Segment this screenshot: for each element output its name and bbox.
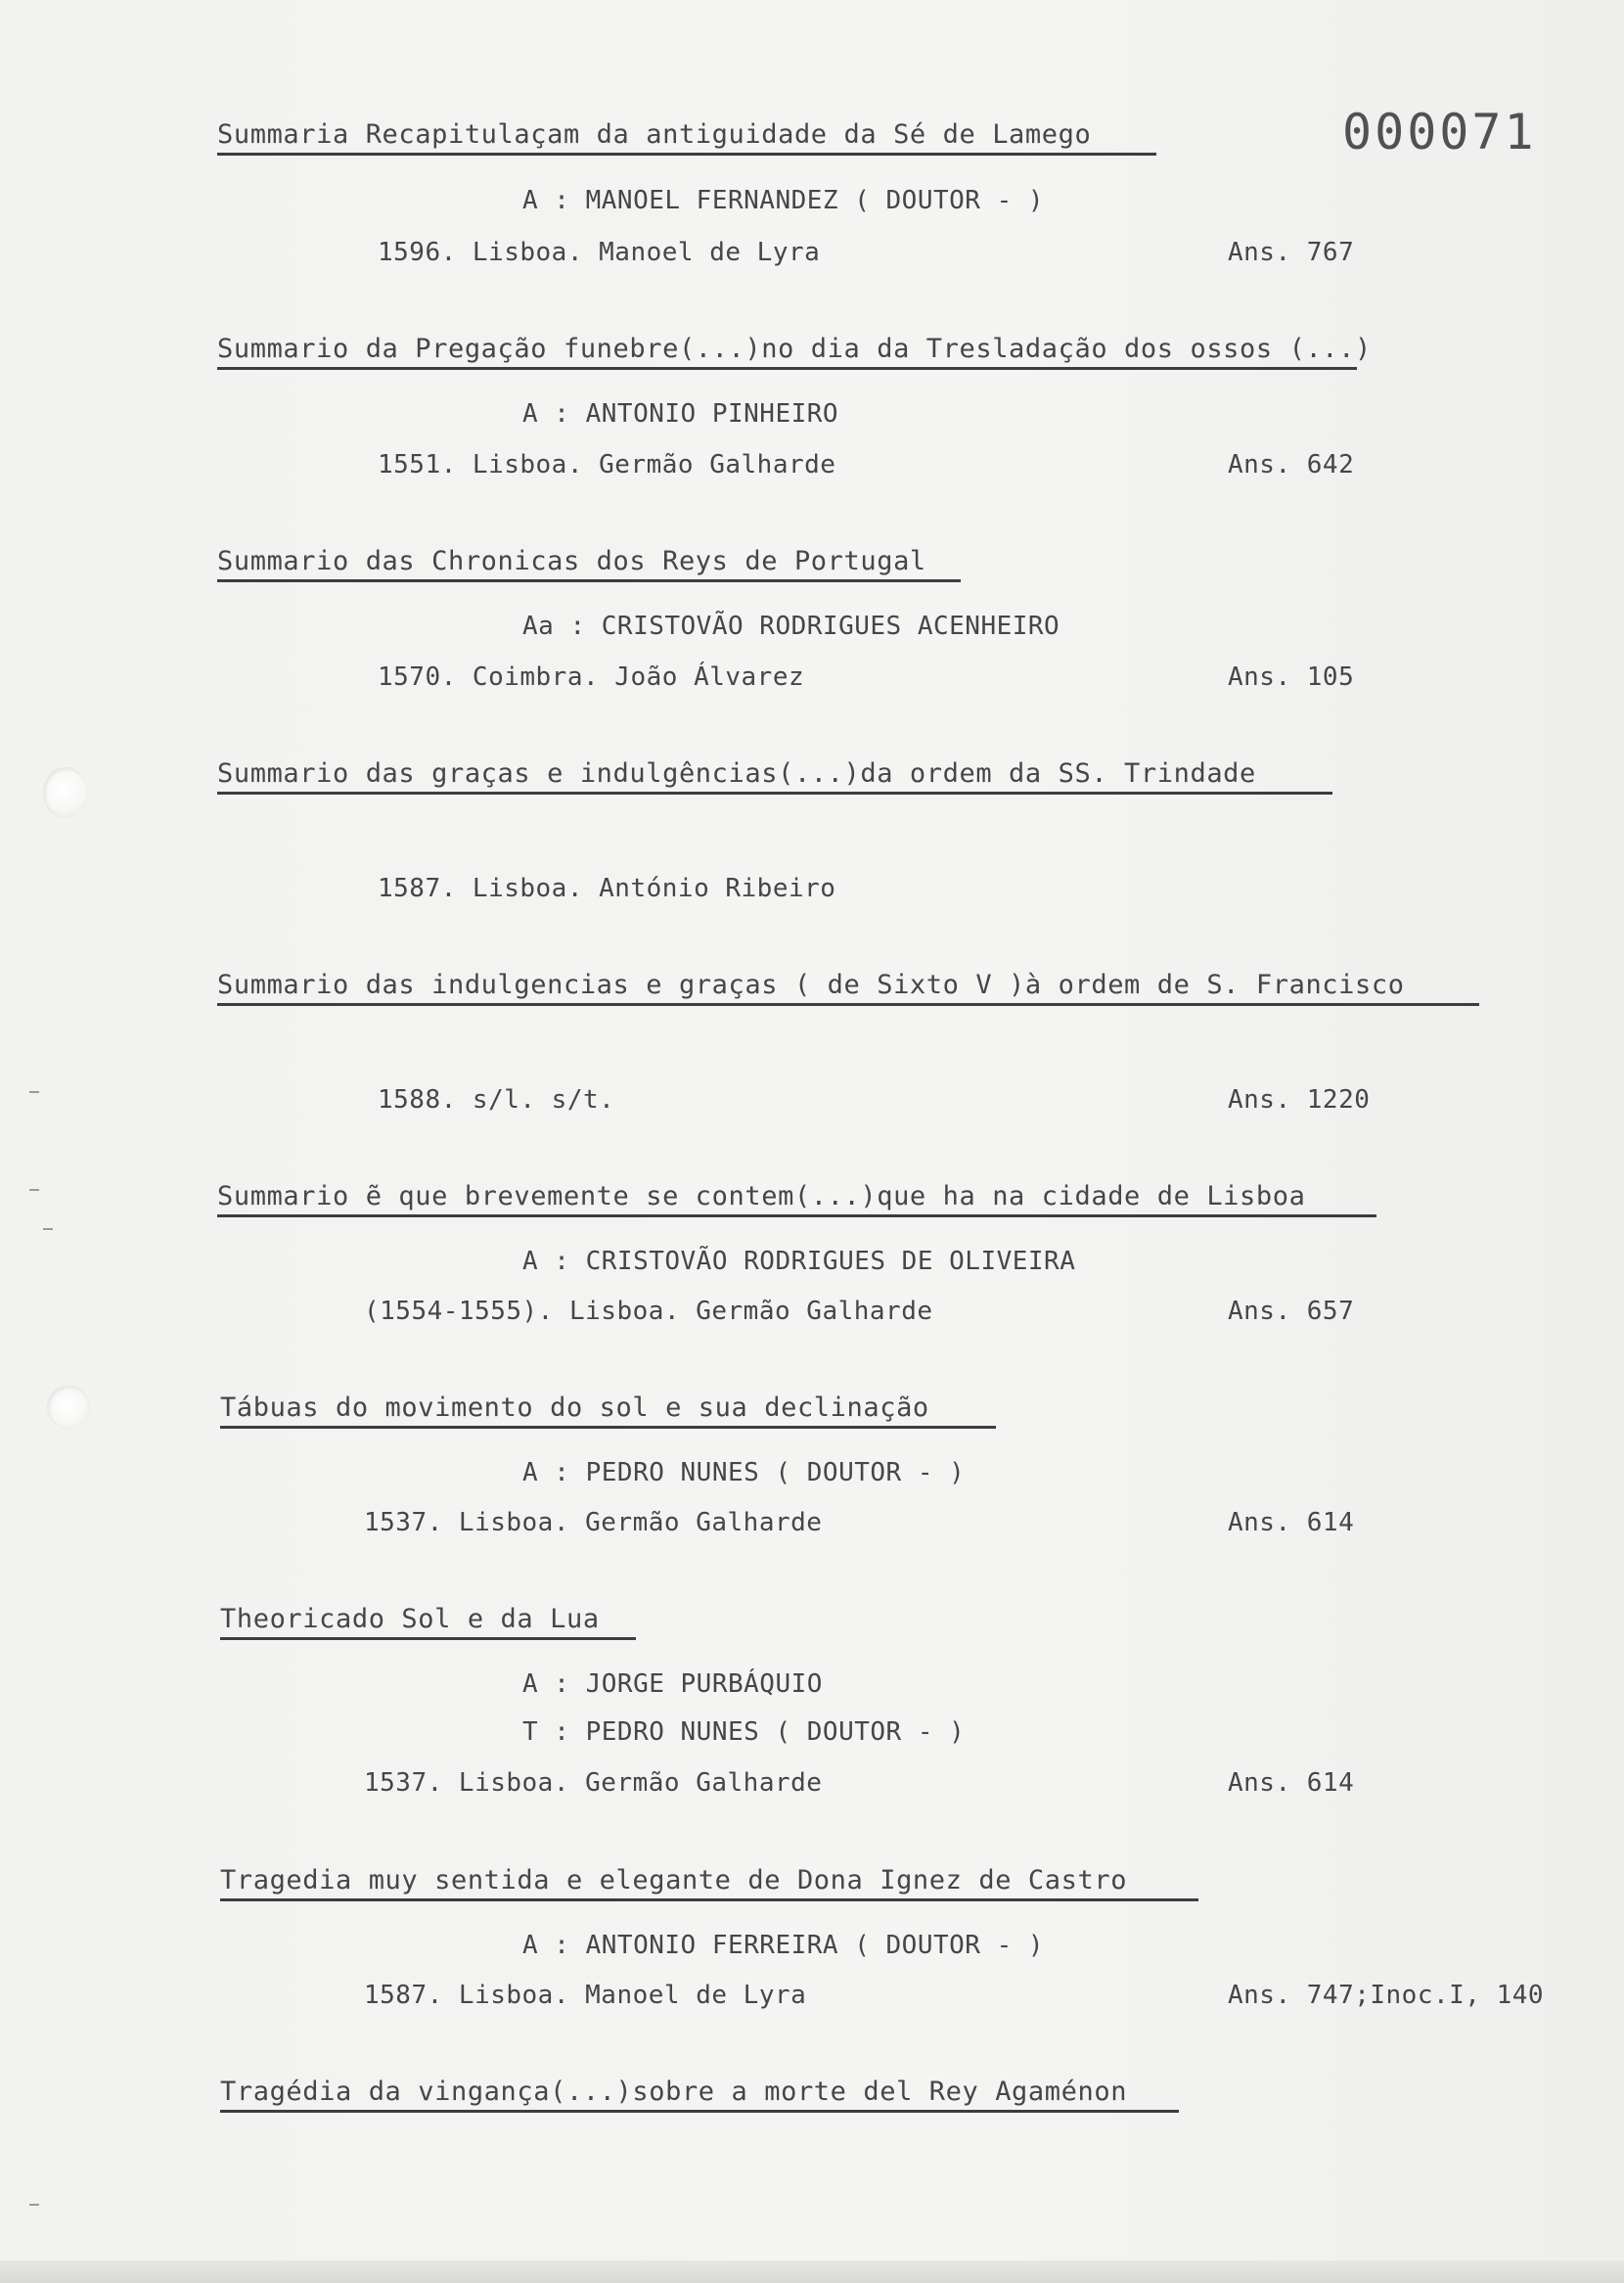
page-serial-number: 000071 [1342,104,1537,160]
entry-imprint: 1551. Lisboa. Germão Galharde [378,450,836,479]
entry-imprint: 1587. Lisboa. Manoel de Lyra [364,1981,807,2010]
entry-imprint: 1537. Lisboa. Germão Galharde [364,1768,823,1798]
entry-reference: Ans. 767 [1228,238,1355,267]
entry-title: Summario das indulgencias e graças ( de Sixto V )à ordem de S. Francisco [217,970,1405,1000]
entry-imprint: 1587. Lisboa. António Ribeiro [378,874,836,903]
entry-title: Theoricado Sol e da Lua [220,1604,600,1634]
title-underline [217,792,1332,795]
entry-title: Summario da Pregação funebre(...)no dia da Tresladação dos ossos (...) [217,334,1372,364]
entry-author: Aa : CRISTOVÃO RODRIGUES ACENHEIRO [522,612,1060,641]
margin-mark [29,1091,39,1093]
entry-author: A : MANOEL FERNANDEZ ( DOUTOR - ) [522,186,1045,215]
punch-hole [43,767,88,818]
title-underline [220,1898,1198,1901]
entry-reference: Ans. 747;Inoc.I, 140 [1228,1981,1545,2010]
entry-author: A : CRISTOVÃO RODRIGUES DE OLIVEIRA [522,1247,1076,1276]
entry-title: Summaria Recapitulaçam da antiguidade da Sé de Lamego [217,119,1092,150]
entry-reference: Ans. 642 [1228,450,1355,479]
title-underline [220,1637,636,1640]
entry-imprint: 1537. Lisboa. Germão Galharde [364,1508,823,1537]
entry-title: Summario ẽ que brevemente se contem(...)que ha na cidade de Lisboa [217,1181,1306,1211]
entry-title: Tragédia da vingança(...)sobre a morte del Rey Agaménon [220,2077,1128,2107]
entry-reference: Ans. 1220 [1228,1085,1371,1115]
punch-hole [47,1386,90,1429]
entry-title: Summario das Chronicas dos Reys de Portugal [217,546,926,576]
entry-author: A : JORGE PURBÁQUIO [522,1669,823,1699]
entry-imprint: 1588. s/l. s/t. [378,1085,615,1115]
entry-translator: T : PEDRO NUNES ( DOUTOR - ) [522,1717,966,1747]
title-underline [217,153,1156,156]
entry-imprint: (1554-1555). Lisboa. Germão Galharde [364,1297,933,1326]
title-underline [220,1426,996,1429]
entry-title: Tábuas do movimento do sol e sua declinação [220,1393,929,1423]
entry-author: A : PEDRO NUNES ( DOUTOR - ) [522,1458,966,1487]
title-underline [217,1214,1376,1217]
entry-author: A : ANTONIO PINHEIRO [522,399,839,429]
entry-imprint: 1570. Coimbra. João Álvarez [378,662,805,692]
margin-mark [29,2204,39,2206]
entry-author: A : ANTONIO FERREIRA ( DOUTOR - ) [522,1931,1045,1960]
entry-title: Summario das graças e indulgências(...)da ordem da SS. Trindade [217,758,1256,789]
entry-reference: Ans. 614 [1228,1768,1355,1798]
entry-reference: Ans. 105 [1228,662,1355,692]
entry-reference: Ans. 657 [1228,1297,1355,1326]
entry-reference: Ans. 614 [1228,1508,1355,1537]
entry-imprint: 1596. Lisboa. Manoel de Lyra [378,238,821,267]
title-underline [220,2110,1179,2113]
title-underline [217,1003,1479,1006]
title-underline [217,579,961,582]
margin-mark [43,1228,53,1230]
page-bottom-edge [0,2260,1624,2283]
title-underline [217,367,1357,370]
margin-mark [29,1189,39,1191]
entry-title: Tragedia muy sentida e elegante de Dona Ignez de Castro [220,1865,1128,1895]
